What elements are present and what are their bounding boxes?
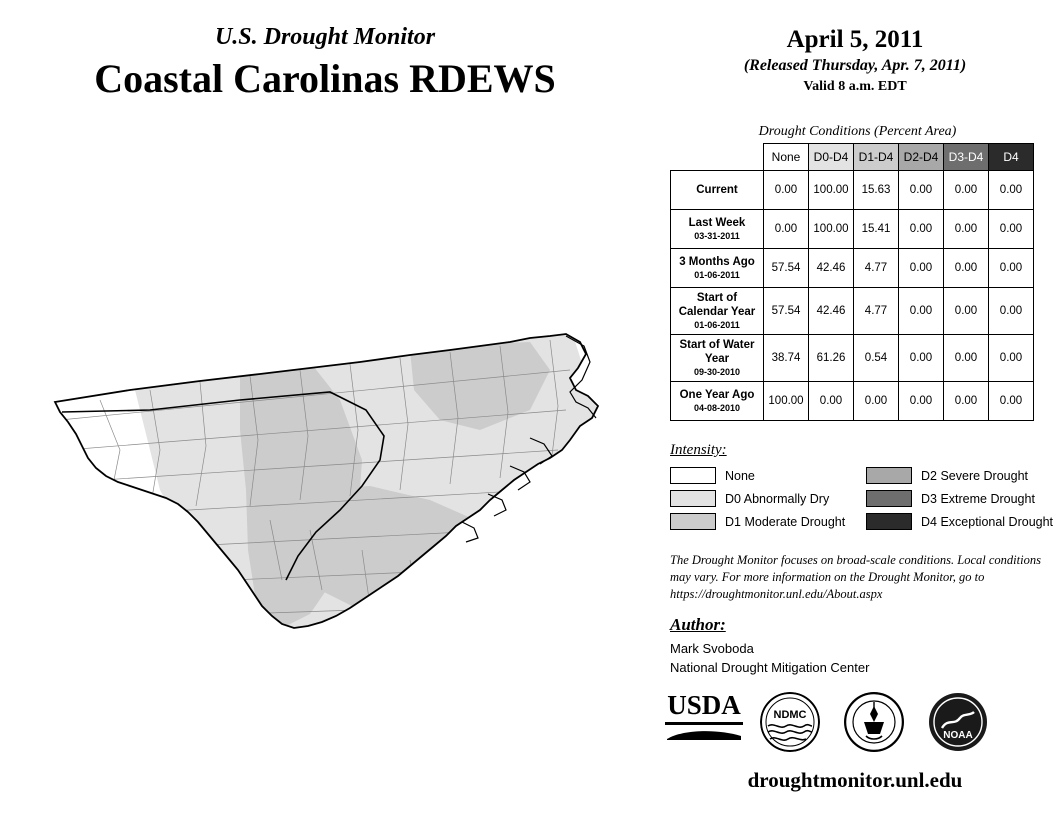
cell-3months-d2: 0.00 [899,249,944,288]
noaa-logo [928,692,988,757]
legend-label-d0: D0 Abnormally Dry [725,491,830,506]
cell-1year-d4: 0.00 [989,382,1034,421]
cell-3months-d0: 42.46 [809,249,854,288]
cell-current-d2: 0.00 [899,171,944,210]
swatch-d0 [670,490,716,507]
legend-item-none [670,464,845,487]
cell-current-d4: 0.00 [989,171,1034,210]
table-row [671,249,1034,288]
author-label: Author: [670,615,726,634]
released-date: (Released Thursday, Apr. 7, 2011) [743,57,967,74]
cell-3months-d3: 0.00 [944,249,989,288]
cell-wy-d1: 0.54 [854,335,899,382]
row-label-text: Start of Water Year [679,339,755,366]
legend-label-d3: D3 Extreme Drought [921,491,1035,506]
cell-current-d0: 100.00 [809,171,854,210]
noaa-logo-mark [928,692,988,752]
cell-lastweek-d0: 100.00 [809,210,854,249]
usda-logo-swoosh [665,727,743,741]
noaa-logo-text: NOAA [943,730,973,741]
cell-current-none: 0.00 [764,171,809,210]
swatch-d2 [866,467,912,484]
cell-3months-d1: 4.77 [854,249,899,288]
cell-3months-none: 57.54 [764,249,809,288]
cell-lastweek-d3: 0.00 [944,210,989,249]
cell-current-d1: 15.63 [854,171,899,210]
swatch-none [670,467,716,484]
row-label-text: Current [696,183,738,196]
legend-item-d3 [866,487,1053,510]
table-body [671,171,1034,421]
legend-label-d4: D4 Exceptional Drought [921,514,1054,529]
legend-label-d1: D1 Moderate Drought [725,514,846,529]
row-label-text: One Year Ago [679,389,755,402]
author-info [670,640,869,678]
legend-label-none: None [725,468,755,483]
row-label-start-water-year [671,335,764,382]
intensity-label: Intensity: [670,442,727,458]
cell-1year-d0: 0.00 [809,382,854,421]
cell-lastweek-none: 0.00 [764,210,809,249]
row-label-date: 03-31-2011 [694,230,740,241]
map-drought-layers [10,250,650,670]
cell-current-d3: 0.00 [944,171,989,210]
cell-1year-d3: 0.00 [944,382,989,421]
cell-cy-none: 57.54 [764,288,809,335]
cell-lastweek-d2: 0.00 [899,210,944,249]
swatch-d4 [866,513,912,530]
row-label-start-calendar-year [671,288,764,335]
legend-item-d0 [670,487,845,510]
column-header-d1: D1-D4 [854,144,899,171]
column-header-none: None [764,144,809,171]
author-affiliation: National Drought Mitigation Center [670,659,870,675]
legend-item-d4 [866,510,1053,533]
usdc-logo [844,692,904,757]
usda-logo-text: USDA [667,690,741,720]
ndmc-logo-text: NDMC [773,709,807,721]
cell-cy-d2: 0.00 [899,288,944,335]
valid-time: Valid 8 a.m. EDT [803,79,907,94]
table-row [671,288,1034,335]
table-corner-cell [671,144,764,171]
cell-cy-d0: 42.46 [809,288,854,335]
table-row [671,171,1034,210]
row-label-one-year-ago [671,382,764,421]
header-right [655,26,1055,95]
cell-1year-d2: 0.00 [899,382,944,421]
cell-1year-none: 100.00 [764,382,809,421]
usda-logo [665,692,743,746]
cell-wy-d0: 61.26 [809,335,854,382]
cell-cy-d4: 0.00 [989,288,1034,335]
disclaimer-text: The Drought Monitor focuses on broad-scale conditions. Local conditions may vary. For more information on the Drought Monitor, go to https://droughtmonitor.unl.edu/About.aspx [670,553,1041,601]
row-label-text: Start of Calendar Year [678,292,756,319]
cell-3months-d4: 0.00 [989,249,1034,288]
table-caption: Drought Conditions (Percent Area) [758,124,957,139]
row-label-text: Last Week [688,217,746,230]
logo-row [660,692,1050,756]
row-label-date: 01-06-2011 [694,269,740,280]
cell-wy-d3: 0.00 [944,335,989,382]
legend-item-d2 [866,464,1053,487]
row-label-current [671,171,764,210]
author-name: Mark Svoboda [670,641,754,656]
cell-cy-d3: 0.00 [944,288,989,335]
column-header-d4: D4 [989,144,1034,171]
cell-wy-d2: 0.00 [899,335,944,382]
legend-label-d2: D2 Severe Drought [921,468,1029,483]
page-title: Coastal Carolinas RDEWS [94,56,556,101]
row-label-last-week [671,210,764,249]
table-row [671,210,1034,249]
column-header-d0: D0-D4 [809,144,854,171]
site-url[interactable]: droughtmonitor.unl.edu [747,768,963,792]
row-label-date: 09-30-2010 [693,366,741,377]
usda-logo-rule [665,722,743,725]
usdc-logo-mark [844,692,904,752]
table-row [671,335,1034,382]
cell-lastweek-d1: 15.41 [854,210,899,249]
table-header [671,144,1034,171]
legend-item-d1 [670,510,845,533]
cell-lastweek-d4: 0.00 [989,210,1034,249]
swatch-d3 [866,490,912,507]
header-left [0,24,650,102]
cell-1year-d1: 0.00 [854,382,899,421]
program-title: U.S. Drought Monitor [214,24,436,50]
drought-map [10,250,650,670]
cell-wy-none: 38.74 [764,335,809,382]
legend-column-right [866,464,1053,533]
cell-cy-d1: 4.77 [854,288,899,335]
row-label-three-months-ago [671,249,764,288]
column-header-d2: D2-D4 [899,144,944,171]
map-svg [10,250,650,670]
table-row [671,382,1034,421]
row-label-date: 01-06-2011 [694,319,740,330]
row-label-date: 04-08-2010 [693,402,741,413]
swatch-d1 [670,513,716,530]
ndmc-logo [760,692,820,757]
column-header-d3: D3-D4 [944,144,989,171]
drought-conditions-table [670,143,1034,421]
ndmc-logo-mark [760,692,820,752]
issue-date: April 5, 2011 [786,26,924,53]
cell-wy-d4: 0.00 [989,335,1034,382]
table-header-row [671,144,1034,171]
row-label-text: 3 Months Ago [679,256,755,269]
legend-column-left [670,464,845,533]
